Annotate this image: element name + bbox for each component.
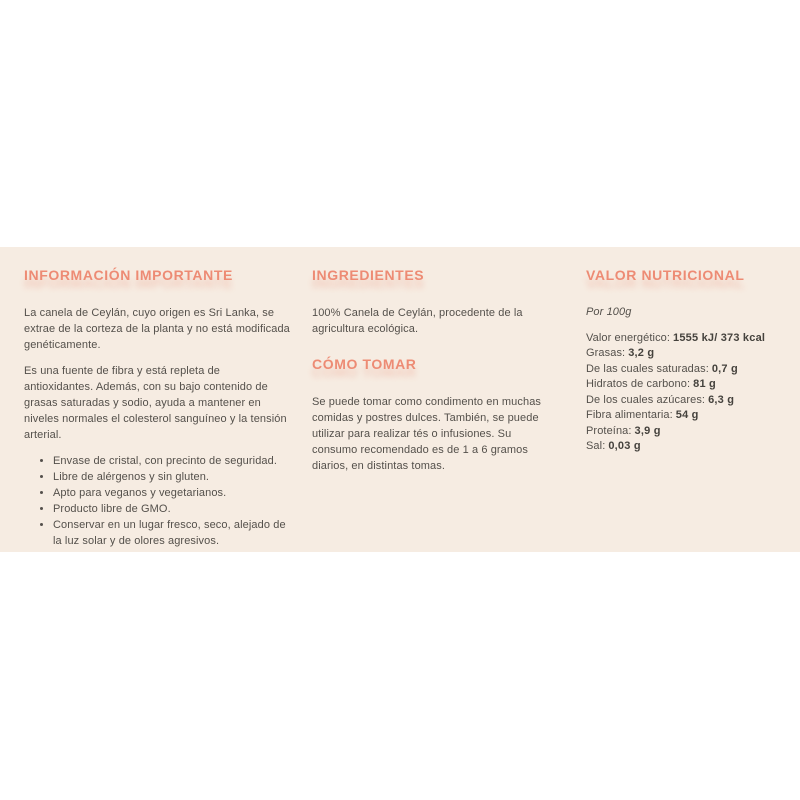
ingredients-and-usage-section (312, 267, 552, 484)
nutrition-heading: VALOR NUTRICIONAL (586, 267, 745, 283)
nutrition-label: De los cuales azúcares: (586, 393, 706, 406)
nutrition-label: Grasas: (586, 347, 626, 359)
nutrition-value: 0,7 g (711, 362, 738, 375)
nutrition-value: 81 g (693, 378, 716, 390)
nutrition-label: Hidratos de carbono: (586, 378, 691, 390)
important-info-paragraph: La canela de Ceylán, cuyo origen es Sri Lanka, se extrae de la corteza de la planta y no está modificada genéticamente. (24, 307, 290, 351)
how-to-take-heading: CÓMO TOMAR (312, 356, 417, 372)
nutrition-row (586, 393, 790, 409)
nutrition-label: Valor energético: (586, 331, 671, 344)
list-item: • Apto para veganos y vegetarianos. (53, 485, 292, 501)
nutrition-row (586, 362, 790, 378)
nutrition-row (586, 424, 790, 440)
list-item: • Conservar en un lugar fresco, seco, alejado de la luz solar y de olores agresivos. (53, 517, 292, 549)
nutrition-row (586, 346, 790, 362)
ingredients-heading: INGREDIENTES (312, 267, 425, 283)
nutrition-label: Fibra alimentaria: (586, 409, 673, 421)
nutrition-row (586, 377, 790, 393)
ingredients-paragraph: 100% Canela de Ceylán, procedente de la agricultura ecológica. (312, 307, 523, 335)
product-features-list (24, 453, 292, 549)
list-item: • Envase de cristal, con precinto de seguridad. (53, 453, 292, 469)
nutrition-label: Sal: (586, 440, 606, 452)
serving-size-note: Por 100g (586, 306, 632, 318)
nutrition-value: 3,2 g (628, 347, 655, 359)
list-item: • Libre de alérgenos y sin gluten. (53, 469, 292, 485)
nutrition-section (586, 267, 790, 455)
nutrition-label: De las cuales saturadas: (586, 362, 709, 375)
nutrition-row (586, 439, 790, 455)
nutrition-value: 3,9 g (634, 424, 661, 437)
nutrition-value: 54 g (675, 409, 699, 421)
nutrition-value: 1555 kJ/ 373 kcal (673, 331, 766, 344)
nutrition-label: Proteína: (586, 424, 632, 437)
nutrition-row (586, 408, 790, 424)
nutrition-value: 0,03 g (608, 440, 641, 452)
nutrition-row (586, 331, 790, 347)
important-info-section (24, 267, 292, 549)
list-item: • Producto libre de GMO. (53, 501, 292, 517)
nutrition-value: 6,3 g (708, 393, 735, 406)
product-info-band (0, 247, 800, 552)
how-to-take-paragraph: Se puede tomar como condimento en muchas comidas y postres dulces. También, se puede utilizar para realizar tés o infusiones. Su consumo recomendado es de 1 a 6 gramos diarios, en distintas tomas. (312, 396, 542, 472)
important-info-heading: INFORMACIÓN IMPORTANTE (24, 267, 233, 283)
important-info-paragraph: Es una fuente de fibra y está repleta de antioxidantes. Además, con su bajo contenido de grasas saturadas y sodio, ayuda a mantener en niveles normales el colesterol sanguíneo y la tensión arterial. (24, 365, 287, 441)
